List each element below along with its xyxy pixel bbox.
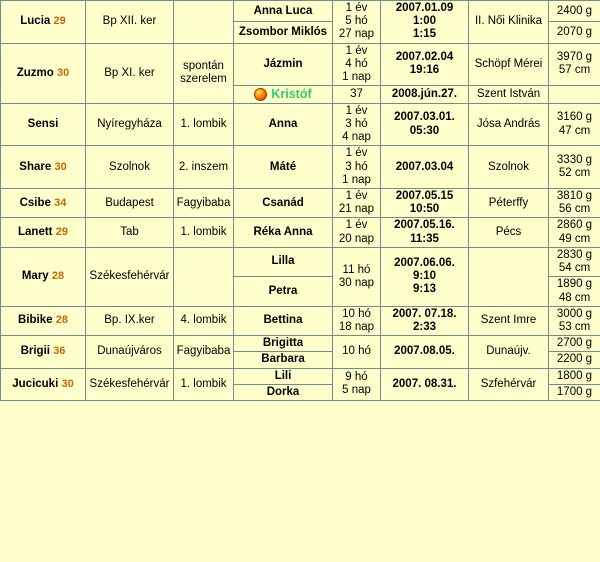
birth-date-cell: 2007.03.04 — [381, 146, 469, 189]
baby-name: Lilla — [271, 255, 295, 268]
baby-name: Brigitta — [262, 337, 304, 350]
mother-age: 28 — [55, 314, 68, 327]
place-cell: Szolnok — [86, 146, 174, 189]
measurements-cell: 2070 g — [549, 22, 600, 43]
place-cell: Bp. IX.ker — [86, 306, 174, 335]
birth-date-cell: 2007. 08.31. — [381, 368, 469, 400]
note-cell: Fagyibaba — [174, 336, 234, 368]
interval-cell: 1 év 20 nap — [333, 218, 381, 247]
baby-name: Bettina — [263, 314, 303, 327]
hospital-cell: Szent Imre — [469, 306, 549, 335]
mother-name-cell — [1, 189, 86, 218]
place-cell: Székesfehérvár — [86, 368, 174, 400]
baby-name-cell — [234, 189, 333, 218]
mother-age: 30 — [54, 160, 67, 173]
mother-name-cell — [1, 368, 86, 400]
mother-name: Zuzmo — [16, 66, 54, 79]
interval-cell: 37 — [333, 86, 381, 103]
baby-name-cell — [234, 277, 333, 306]
hospital-cell: Péterffy — [469, 189, 549, 218]
baby-name: Kristóf — [271, 87, 312, 102]
baby-name-cell — [234, 368, 333, 384]
table-row — [1, 1, 600, 22]
ball-icon — [254, 88, 267, 101]
baby-name-cell — [234, 306, 333, 335]
baby-name-cell — [234, 43, 333, 86]
interval-cell: 1 év 3 hó 4 nap — [333, 103, 381, 146]
mother-name: Lanett — [18, 226, 53, 239]
note-cell: spontán szerelem — [174, 43, 234, 103]
baby-name: Dorka — [266, 385, 300, 398]
interval-cell: 1 év 4 hó 1 nap — [333, 43, 381, 86]
mother-name-cell — [1, 146, 86, 189]
table-body — [1, 1, 600, 401]
birth-date-cell: 2007.08.05. — [381, 336, 469, 368]
hospital-cell — [469, 247, 549, 306]
baby-name-cell — [234, 247, 333, 276]
place-cell: Dunaújváros — [86, 336, 174, 368]
measurements-cell: 3970 g 57 cm — [549, 43, 600, 86]
measurements-cell: 2860 g 49 cm — [549, 218, 600, 247]
baby-name-cell — [234, 22, 333, 43]
hospital-cell: Szolnok — [469, 146, 549, 189]
table-row — [1, 146, 600, 189]
mother-age: 30 — [61, 377, 74, 390]
interval-cell: 1 év 21 nap — [333, 189, 381, 218]
birth-date-cell: 2007.01.09 1:00 1:15 — [381, 1, 469, 44]
measurements-cell: 3160 g 47 cm — [549, 103, 600, 146]
measurements-cell: 3000 g 53 cm — [549, 306, 600, 335]
birth-date-cell: 2007. 07.18. 2:33 — [381, 306, 469, 335]
baby-name-cell — [234, 146, 333, 189]
hospital-cell: Szent István — [469, 86, 549, 103]
baby-name: Barbara — [261, 353, 305, 366]
measurements-cell: 3330 g 52 cm — [549, 146, 600, 189]
mother-name: Brigii — [20, 345, 50, 358]
birth-date-cell: 2008.jún.27. — [381, 86, 469, 103]
measurements-cell: 1700 g — [549, 384, 600, 400]
baby-name: Anna — [268, 117, 298, 130]
mother-name-cell — [1, 1, 86, 44]
birth-date-cell: 2007.06.06. 9:10 9:13 — [381, 247, 469, 306]
interval-cell: 1 év 5 hó 27 nap — [333, 1, 381, 44]
mother-name: Mary — [21, 270, 49, 283]
baby-name-cell — [234, 86, 333, 103]
measurements-cell: 1800 g — [549, 368, 600, 384]
mother-age: 34 — [54, 196, 67, 209]
baby-name: Jázmin — [263, 57, 303, 70]
baby-name-cell — [234, 352, 333, 368]
hospital-cell: Schöpf Mérei — [469, 43, 549, 86]
place-cell: Székesfehérvár — [86, 247, 174, 306]
place-cell: Bp XI. ker — [86, 43, 174, 103]
mother-name: Share — [19, 160, 52, 173]
measurements-cell — [549, 86, 600, 103]
table-row — [1, 247, 600, 276]
mother-name: Bibike — [18, 314, 53, 327]
mother-age: 28 — [51, 270, 65, 283]
baby-name: Csanád — [262, 196, 304, 209]
place-cell: Tab — [86, 218, 174, 247]
table-row — [1, 189, 600, 218]
hospital-cell: Dunaújv. — [469, 336, 549, 368]
measurements-cell: 3810 g 56 cm — [549, 189, 600, 218]
hospital-cell: Szfehérvár — [469, 368, 549, 400]
baby-name: Zsombor Miklós — [238, 25, 328, 38]
mother-name: Sensi — [27, 117, 59, 130]
note-cell: 1. lombik — [174, 218, 234, 247]
hospital-cell: Jósa András — [469, 103, 549, 146]
birth-date-cell: 2007.05.15 10:50 — [381, 189, 469, 218]
note-cell: 1. lombik — [174, 368, 234, 400]
interval-cell: 9 hó 5 nap — [333, 368, 381, 400]
table-row — [1, 43, 600, 86]
mother-name-cell — [1, 43, 86, 103]
hospital-cell: II. Női Klinika — [469, 1, 549, 44]
birth-date-cell: 2007.02.04 19:16 — [381, 43, 469, 86]
baby-name-cell — [234, 1, 333, 22]
baby-name-cell — [234, 384, 333, 400]
table-row — [1, 103, 600, 146]
birth-date-cell: 2007.03.01. 05:30 — [381, 103, 469, 146]
baby-name: Anna Luca — [253, 4, 313, 17]
baby-name: Petra — [268, 284, 298, 297]
baby-name: Réka Anna — [253, 226, 313, 239]
note-cell: Fagyibaba — [174, 189, 234, 218]
interval-cell: 11 hó 30 nap — [333, 247, 381, 306]
table-row — [1, 306, 600, 335]
mother-age: 36 — [53, 345, 66, 358]
measurements-cell: 2400 g — [549, 1, 600, 22]
measurements-cell: 1890 g 48 cm — [549, 277, 600, 306]
mother-name-cell — [1, 218, 86, 247]
measurements-cell: 2700 g — [549, 336, 600, 352]
note-cell — [174, 1, 234, 44]
table-row — [1, 218, 600, 247]
mother-age: 29 — [55, 226, 68, 239]
interval-cell: 1 év 3 hó 1 nap — [333, 146, 381, 189]
baby-name: Máté — [269, 160, 297, 173]
baby-name: Lili — [274, 369, 292, 382]
note-cell: 2. inszem — [174, 146, 234, 189]
mother-name-cell — [1, 247, 86, 306]
mother-age: 29 — [53, 15, 66, 28]
measurements-cell: 2200 g — [549, 352, 600, 368]
mother-name: Jucicuki — [12, 377, 59, 390]
place-cell: Bp XII. ker — [86, 1, 174, 44]
hospital-cell: Pécs — [469, 218, 549, 247]
baby-name-cell — [234, 336, 333, 352]
note-cell: 1. lombik — [174, 103, 234, 146]
interval-cell: 10 hó — [333, 336, 381, 368]
place-cell: Nyíregyháza — [86, 103, 174, 146]
table-row — [1, 368, 600, 384]
table-row — [1, 336, 600, 352]
mother-name-cell — [1, 306, 86, 335]
birth-date-cell: 2007.05.16. 11:35 — [381, 218, 469, 247]
mother-name: Csibe — [19, 196, 51, 209]
place-cell: Budapest — [86, 189, 174, 218]
interval-cell: 10 hó 18 nap — [333, 306, 381, 335]
measurements-cell: 2830 g 54 cm — [549, 247, 600, 276]
note-cell: 4. lombik — [174, 306, 234, 335]
note-cell — [174, 247, 234, 306]
mother-name-cell — [1, 103, 86, 146]
mother-name-cell — [1, 336, 86, 368]
baby-name-cell — [234, 218, 333, 247]
baby-name-cell — [234, 103, 333, 146]
mother-age: 30 — [57, 66, 70, 79]
mother-name: Lucia — [20, 15, 51, 28]
